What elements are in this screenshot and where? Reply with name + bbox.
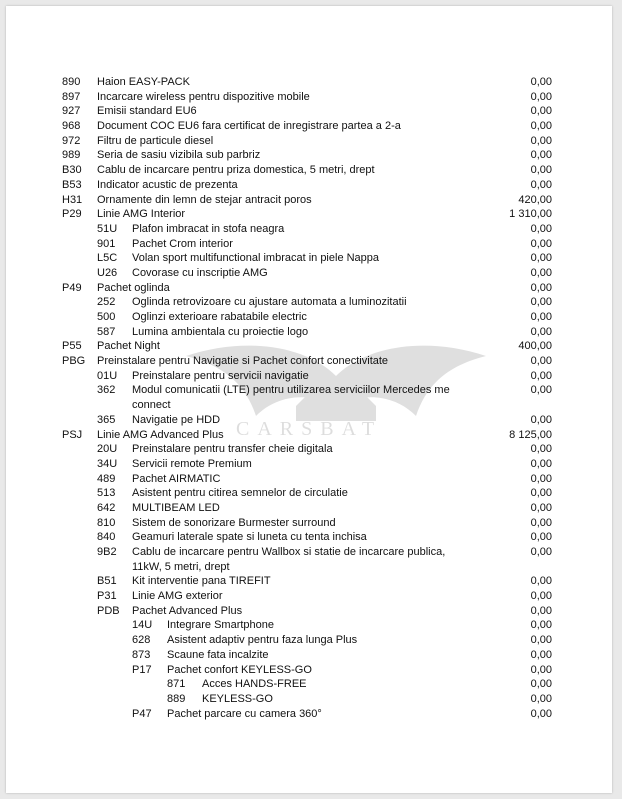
option-code: PSJ <box>62 428 83 441</box>
option-code: 513 <box>97 487 116 500</box>
option-price: 0,00 <box>530 311 552 323</box>
list-item <box>6 266 612 281</box>
option-code: 889 <box>167 692 186 705</box>
option-label: Pachet AIRMATIC <box>132 472 221 485</box>
option-code: 9B2 <box>97 546 117 559</box>
option-label: Linie AMG Interior <box>97 208 186 221</box>
option-label: Emisii standard EU6 <box>97 105 197 118</box>
option-code: 810 <box>97 516 116 529</box>
option-label: Sistem de sonorizare Burmester surround <box>132 516 336 529</box>
option-price: 0,00 <box>530 516 552 529</box>
option-label: Geamuri laterale spate si luneta cu tenta inchisa <box>132 531 367 544</box>
option-label: Pachet Advanced Plus <box>132 604 243 617</box>
option-code: 252 <box>97 296 116 309</box>
list-item <box>6 281 612 296</box>
option-label: Seria de sasiu vizibila sub parbriz <box>97 149 261 162</box>
option-code: 628 <box>132 634 151 647</box>
option-label: Indicator acustic de prezenta <box>97 178 238 191</box>
option-code: B51 <box>97 575 117 588</box>
option-price: 0,00 <box>530 546 552 559</box>
list-item <box>6 428 612 443</box>
list-item <box>6 442 612 457</box>
list-item <box>6 604 612 619</box>
list-item <box>6 692 612 707</box>
option-price: 0,00 <box>530 707 552 720</box>
option-label: Haion EASY-PACK <box>97 76 190 88</box>
option-label: Pachet Crom interior <box>132 237 233 250</box>
option-code: PDB <box>97 604 120 617</box>
option-label: Integrare Smartphone <box>167 619 275 632</box>
option-label: KEYLESS-GO <box>202 692 273 705</box>
option-code: 890 <box>62 76 81 88</box>
option-price: 0,00 <box>530 575 552 588</box>
option-label: Preinstalare pentru transfer cheie digitala <box>132 443 333 456</box>
option-label: Pachet oglinda <box>97 281 170 294</box>
list-item <box>6 339 612 354</box>
option-price: 0,00 <box>530 281 552 294</box>
option-price: 0,00 <box>530 222 552 235</box>
option-code: P55 <box>62 340 82 353</box>
option-price: 0,00 <box>530 164 552 177</box>
option-price: 0,00 <box>530 648 552 661</box>
list-item <box>6 574 612 589</box>
list-item <box>6 237 612 252</box>
option-price: 0,00 <box>530 90 552 103</box>
option-code: 587 <box>97 325 116 338</box>
list-item <box>6 310 612 325</box>
option-code: 873 <box>132 648 151 661</box>
option-code: 840 <box>97 531 116 544</box>
list-item <box>6 501 612 516</box>
option-label: Volan sport multifunctional imbracat in piele Nappa <box>132 252 380 265</box>
option-label: Preinstalare pentru Navigatie si Pachet confort conectivitate <box>97 355 389 368</box>
option-price: 0,00 <box>530 355 552 368</box>
option-price: 0,00 <box>530 178 552 191</box>
list-item <box>6 148 612 163</box>
list-item <box>6 648 612 663</box>
option-label: Preinstalare pentru servicii navigatie <box>132 369 309 382</box>
list-item <box>6 383 612 412</box>
option-code: B53 <box>62 178 82 191</box>
option-label: Linie AMG Advanced Plus <box>97 428 224 441</box>
option-code: 500 <box>97 311 116 323</box>
option-price: 0,00 <box>530 501 552 514</box>
list-item <box>6 251 612 266</box>
option-label: Servicii remote Premium <box>132 457 252 470</box>
option-price: 0,00 <box>530 105 552 118</box>
options-list <box>6 75 612 721</box>
option-price: 0,00 <box>530 692 552 705</box>
option-label: Modul comunicatii (LTE) pentru utilizarea serviciilor Mercedes me connect <box>132 384 450 412</box>
list-item <box>6 369 612 384</box>
option-code: 489 <box>97 472 116 485</box>
option-price: 0,00 <box>530 384 552 397</box>
list-item <box>6 707 612 722</box>
option-label: Incarcare wireless pentru dispozitive mobile <box>97 90 310 103</box>
option-price: 420,00 <box>518 193 552 206</box>
watermark-text: CARSBAT <box>236 418 383 440</box>
list-item <box>6 193 612 208</box>
list-item <box>6 530 612 545</box>
option-price: 0,00 <box>530 266 552 279</box>
option-label: Scaune fata incalzite <box>167 648 269 661</box>
option-label: Navigatie pe HDD <box>132 413 221 426</box>
option-code: U26 <box>97 266 118 279</box>
option-label: Oglinzi exterioare rabatabile electric <box>132 311 307 323</box>
list-item <box>6 516 612 531</box>
option-label: Pachet parcare cu camera 360° <box>167 707 322 720</box>
option-code: L5C <box>97 252 118 265</box>
option-price: 0,00 <box>530 237 552 250</box>
option-code: 897 <box>62 90 81 103</box>
option-price: 0,00 <box>530 457 552 470</box>
option-code: 989 <box>62 149 81 162</box>
list-item <box>6 75 612 90</box>
option-price: 0,00 <box>530 604 552 617</box>
option-price: 8 125,00 <box>509 428 552 441</box>
option-code: 34U <box>97 457 118 470</box>
option-label: Ornamente din lemn de stejar antracit poros <box>97 193 312 206</box>
option-label: Linie AMG exterior <box>132 590 223 603</box>
option-code: 901 <box>97 237 116 250</box>
option-code: P49 <box>62 281 82 294</box>
list-item <box>6 472 612 487</box>
option-label: Cablu de incarcare pentru Wallbox si statie de incarcare publica, 11kW, 5 metri, drept <box>132 546 446 573</box>
option-price: 0,00 <box>530 678 552 691</box>
option-code: B30 <box>62 164 82 177</box>
option-price: 0,00 <box>530 134 552 147</box>
option-price: 0,00 <box>530 487 552 500</box>
option-code: H31 <box>62 193 83 206</box>
list-item <box>6 413 612 428</box>
option-price: 0,00 <box>530 296 552 309</box>
option-code: 14U <box>132 619 153 632</box>
option-price: 0,00 <box>530 634 552 647</box>
option-price: 0,00 <box>530 252 552 265</box>
list-item <box>6 163 612 178</box>
option-label: Plafon imbracat in stofa neagra <box>132 222 285 235</box>
list-item <box>6 222 612 237</box>
list-item <box>6 354 612 369</box>
option-price: 0,00 <box>530 76 552 88</box>
option-price: 0,00 <box>530 325 552 338</box>
option-code: 927 <box>62 105 81 118</box>
option-price: 0,00 <box>530 413 552 426</box>
list-item <box>6 134 612 149</box>
list-item <box>6 119 612 134</box>
option-price: 0,00 <box>530 619 552 632</box>
option-price: 0,00 <box>530 663 552 676</box>
option-code: 642 <box>97 501 116 514</box>
option-price: 1 310,00 <box>509 208 552 221</box>
option-code: 365 <box>97 413 116 426</box>
option-label: Lumina ambientala cu proiectie logo <box>132 325 309 338</box>
option-label: Asistent adaptiv pentru faza lunga Plus <box>167 634 358 647</box>
list-item <box>6 178 612 193</box>
list-item <box>6 589 612 604</box>
option-price: 0,00 <box>530 149 552 162</box>
list-item <box>6 677 612 692</box>
option-code: 871 <box>167 678 186 691</box>
option-price: 0,00 <box>530 472 552 485</box>
option-label: Cablu de incarcare pentru priza domestica, 5 metri, drept <box>97 164 375 177</box>
option-code: PBG <box>62 355 86 368</box>
option-label: Acces HANDS-FREE <box>202 678 307 691</box>
option-code: P47 <box>132 707 152 720</box>
option-label: Document COC EU6 fara certificat de inregistrare partea a 2-a <box>97 120 401 133</box>
list-item <box>6 325 612 340</box>
option-label: Asistent pentru citirea semnelor de circulatie <box>132 487 348 500</box>
list-item <box>6 90 612 105</box>
list-item <box>6 545 612 574</box>
option-label: Covorase cu inscriptie AMG <box>132 266 268 279</box>
option-code: 01U <box>97 369 118 382</box>
option-code: 362 <box>97 384 116 397</box>
list-item <box>6 618 612 633</box>
option-code: 20U <box>97 443 118 456</box>
option-code: 968 <box>62 120 81 133</box>
option-price: 0,00 <box>530 369 552 382</box>
option-code: P17 <box>132 663 152 676</box>
option-code: 51U <box>97 222 118 235</box>
option-label: Filtru de particule diesel <box>97 134 214 147</box>
option-label: MULTIBEAM LED <box>132 501 220 514</box>
option-label: Pachet confort KEYLESS-GO <box>167 663 312 676</box>
option-price: 0,00 <box>530 590 552 603</box>
list-item <box>6 633 612 648</box>
list-item <box>6 104 612 119</box>
option-label: Kit interventie pana TIREFIT <box>132 575 271 588</box>
list-item <box>6 295 612 310</box>
option-code: 972 <box>62 134 81 147</box>
list-item <box>6 207 612 222</box>
option-code: P31 <box>97 590 117 603</box>
list-item <box>6 457 612 472</box>
list-item <box>6 486 612 501</box>
option-price: 0,00 <box>530 531 552 544</box>
option-label: Oglinda retrovizoare cu ajustare automata a luminozitatii <box>132 296 407 309</box>
document-page <box>6 6 612 793</box>
option-price: 0,00 <box>530 120 552 133</box>
list-item <box>6 663 612 678</box>
option-label: Pachet Night <box>97 340 160 353</box>
option-price: 0,00 <box>530 443 552 456</box>
option-code: P29 <box>62 208 82 221</box>
option-price: 400,00 <box>518 340 552 353</box>
